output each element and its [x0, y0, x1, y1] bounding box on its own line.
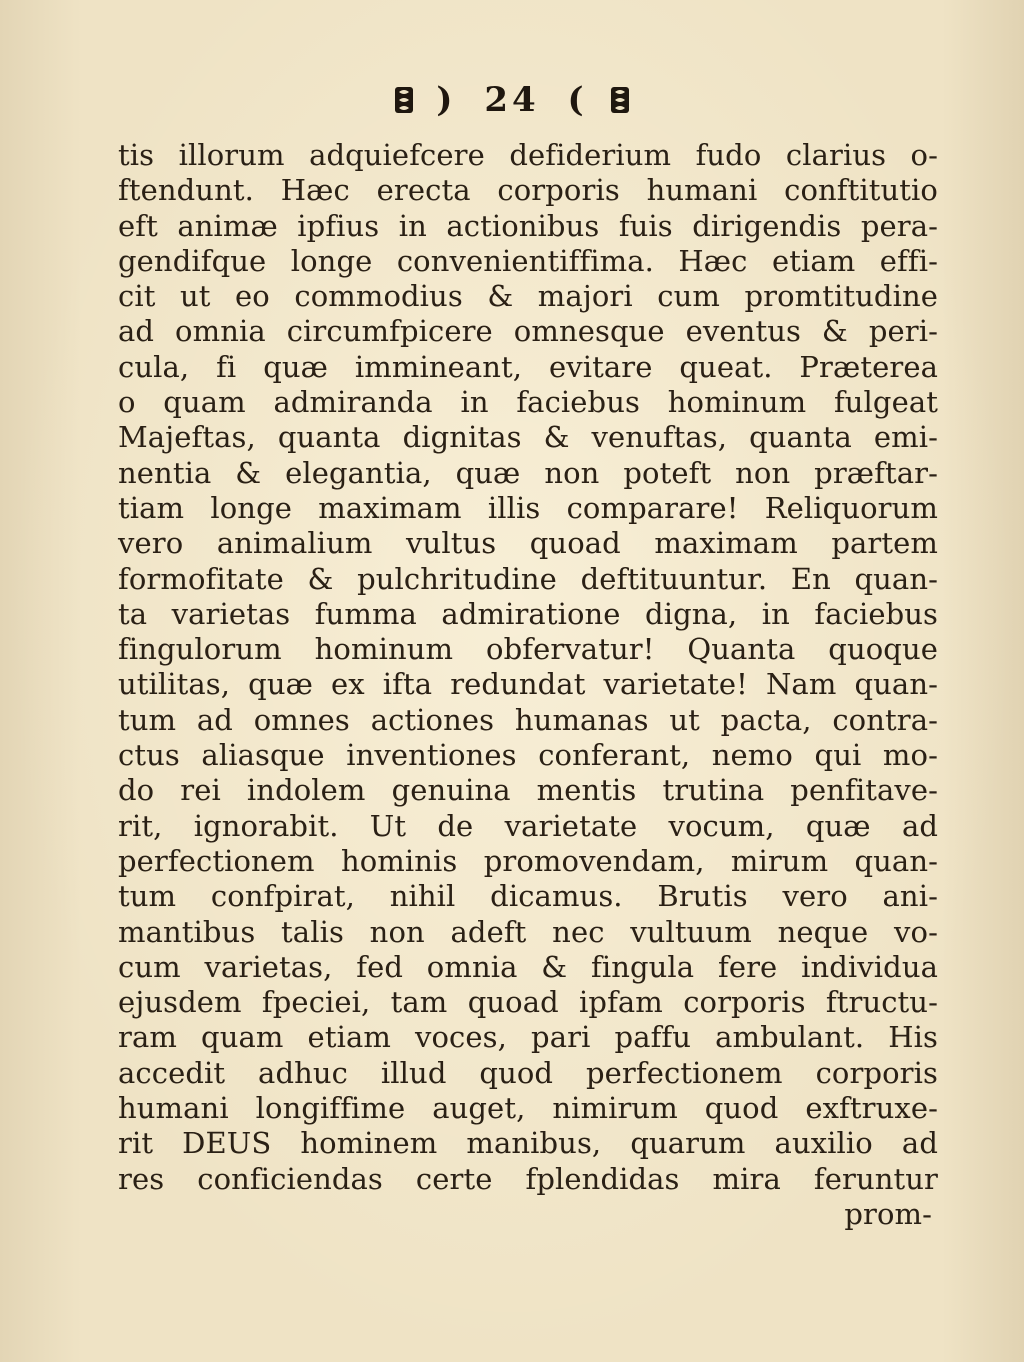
- text-line: fingulorum hominum obfervatur! Quanta quoque: [118, 632, 938, 667]
- text-line: ctus aliasque inventiones conferant, nemo qui mo-: [118, 738, 938, 773]
- text-line: accedit adhuc illud quod perfectionem corporis: [118, 1055, 938, 1090]
- page-header: [0, 80, 1024, 120]
- text-line: formofitate & pulchritudine deftituuntur. En quan-: [118, 561, 938, 596]
- text-line: tiam longe maximam illis comparare! Reliquorum: [118, 490, 938, 525]
- body-text: [118, 138, 938, 1232]
- text-line: cula, fi quæ immineant, evitare queat. Præterea: [118, 349, 938, 384]
- text-line: res conficiendas certe fplendidas mira feruntur: [118, 1161, 938, 1196]
- text-line: do rei indolem genuina mentis trutina penfitave-: [118, 773, 938, 808]
- text-line: rit, ignorabit. Ut de varietate vocum, quæ ad: [118, 808, 938, 843]
- text-line: cit ut eo commodius & majori cum promtitudine: [118, 279, 938, 314]
- ornament-left-icon: [393, 85, 415, 115]
- text-line: ram quam etiam voces, pari paffu ambulant. His: [118, 1020, 938, 1055]
- text-line: cum varietas, fed omnia & fingula fere individua: [118, 949, 938, 984]
- ornament-right-icon: [609, 85, 631, 115]
- text-line: ftendunt. Hæc erecta corporis humani conftitutio: [118, 173, 938, 208]
- text-line: ad omnia circumfpicere omnesque eventus & peri-: [118, 314, 938, 349]
- catchword: prom-: [844, 1196, 932, 1231]
- page-number: 24: [484, 80, 540, 120]
- text-line: utilitas, quæ ex ifta redundat varietate! Nam quan-: [118, 667, 938, 702]
- text-line: tis illorum adquiefcere defiderium fudo clarius o-: [118, 138, 938, 172]
- text-line: humani longiffime auget, nimirum quod exftruxe-: [118, 1091, 938, 1126]
- text-line: vero animalium vultus quoad maximam partem: [118, 526, 938, 561]
- text-line: gendifque longe convenientiffima. Hæc etiam effi-: [118, 243, 938, 278]
- text-line: rit DEUS hominem manibus, quarum auxilio ad: [118, 1126, 938, 1161]
- text-line: mantibus talis non adeft nec vultuum neque vo-: [118, 914, 938, 949]
- header-left-paren: ): [436, 80, 457, 120]
- text-line: ta varietas fumma admiratione digna, in faciebus: [118, 596, 938, 631]
- header-right-paren: (: [567, 80, 588, 120]
- text-line: ejusdem fpeciei, tam quoad ipfam corporis ftructu-: [118, 985, 938, 1020]
- text-line: tum confpirat, nihil dicamus. Brutis vero ani-: [118, 879, 938, 914]
- text-line: nentia & elegantia, quæ non poteft non præftar-: [118, 455, 938, 490]
- text-line: Majeftas, quanta dignitas & venuftas, quanta emi-: [118, 420, 938, 455]
- text-line: o quam admiranda in faciebus hominum fulgeat: [118, 385, 938, 420]
- text-line: eft animæ ipfius in actionibus fuis dirigendis pera-: [118, 208, 938, 243]
- text-line: perfectionem hominis promovendam, mirum quan-: [118, 843, 938, 878]
- text-line: tum ad omnes actiones humanas ut pacta, contra-: [118, 702, 938, 737]
